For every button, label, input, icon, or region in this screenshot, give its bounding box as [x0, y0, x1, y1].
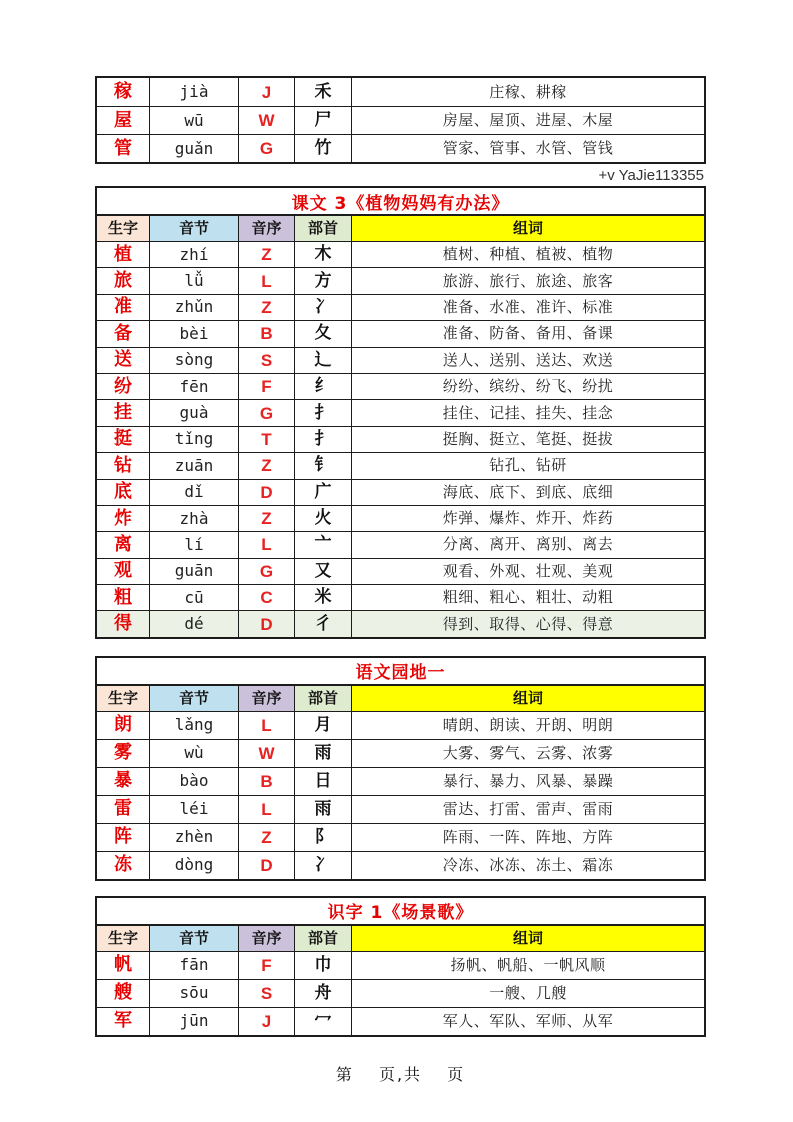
vocab-table-yuwenyuandi1 — [95, 656, 706, 881]
words-cell: 冷冻、冰冻、冻土、霜冻 — [351, 852, 704, 879]
words-cell: 挂住、记挂、挂失、挂念 — [351, 400, 704, 425]
radical-cell: 扌 — [294, 427, 351, 452]
radical-cell: 方 — [294, 268, 351, 293]
words-cell: 扬帆、帆船、一帆风顺 — [351, 952, 704, 979]
words-cell: 准备、水准、准许、标准 — [351, 295, 704, 320]
table-title: 语文园地一 — [355, 663, 446, 684]
radical-cell: 尸 — [294, 107, 351, 134]
words-cell: 粗细、粗心、粗壮、动粗 — [351, 585, 704, 610]
words-cell: 海底、底下、到底、底细 — [351, 480, 704, 505]
table-row — [97, 1007, 704, 1035]
words-cell: 旅游、旅行、旅途、旅客 — [351, 268, 704, 293]
table-row — [97, 134, 704, 162]
table-row — [97, 767, 704, 795]
column-header-character: 生字 — [97, 216, 149, 241]
radical-cell: 月 — [294, 712, 351, 739]
character-cell: 炸 — [114, 507, 132, 529]
syllable-cell: jūn — [149, 1008, 238, 1035]
syllable-cell: guà — [149, 400, 238, 425]
character-cell: 植 — [114, 243, 132, 265]
syllable-cell: jià — [149, 78, 238, 106]
column-header-radical: 部首 — [294, 686, 351, 711]
syllable-cell: sōu — [149, 980, 238, 1007]
character-cell: 朗 — [114, 714, 132, 736]
words-cell: 军人、军队、军师、从军 — [351, 1008, 704, 1035]
syllable-cell: cū — [149, 585, 238, 610]
table-row — [97, 241, 704, 267]
table-row — [97, 452, 704, 478]
words-cell: 雷达、打雷、雷声、雷雨 — [351, 796, 704, 823]
column-header-initial: 音序 — [238, 216, 294, 241]
character-cell: 观 — [114, 560, 132, 582]
table-row — [97, 399, 704, 425]
initial-cell: Z — [238, 453, 294, 478]
syllable-cell: bào — [149, 768, 238, 795]
words-cell: 植树、种植、植被、植物 — [351, 242, 704, 267]
syllable-cell: lǚ — [149, 268, 238, 293]
words-cell: 分离、离开、离别、离去 — [351, 532, 704, 557]
character-cell: 送 — [114, 349, 132, 371]
column-header-syllable: 音节 — [149, 686, 238, 711]
vocab-table-continued — [95, 76, 706, 164]
initial-cell: W — [238, 107, 294, 134]
table-row — [97, 558, 704, 584]
syllable-cell: sòng — [149, 348, 238, 373]
initial-cell: G — [238, 400, 294, 425]
syllable-cell: zhèn — [149, 824, 238, 851]
initial-cell: C — [238, 585, 294, 610]
table-row — [97, 711, 704, 739]
radical-cell: 钅 — [294, 453, 351, 478]
table-row — [97, 267, 704, 293]
syllable-cell: guān — [149, 559, 238, 584]
words-cell: 得到、取得、心得、得意 — [351, 611, 704, 636]
syllable-cell: lí — [149, 532, 238, 557]
character-cell: 稼 — [114, 81, 132, 102]
character-cell: 阵 — [114, 826, 132, 848]
column-header-row — [97, 684, 704, 711]
column-header-words: 组词 — [351, 926, 704, 951]
syllable-cell: fān — [149, 952, 238, 979]
radical-cell: 木 — [294, 242, 351, 267]
words-cell: 一艘、几艘 — [351, 980, 704, 1007]
initial-cell: B — [238, 321, 294, 346]
character-cell: 钻 — [114, 454, 132, 476]
initial-cell: T — [238, 427, 294, 452]
watermark-text: +v YaJie113355 — [598, 167, 704, 184]
words-cell: 观看、外观、壮观、美观 — [351, 559, 704, 584]
column-header-radical: 部首 — [294, 926, 351, 951]
table-row — [97, 979, 704, 1007]
character-cell: 管 — [114, 137, 132, 159]
table-row — [97, 106, 704, 134]
table-row — [97, 823, 704, 851]
radical-cell: 广 — [294, 480, 351, 505]
words-cell: 送人、送别、送达、欢送 — [351, 348, 704, 373]
character-cell: 艘 — [114, 982, 132, 1004]
column-header-radical: 部首 — [294, 216, 351, 241]
character-cell: 备 — [114, 322, 132, 344]
radical-cell: 日 — [294, 768, 351, 795]
words-cell: 庄稼、耕稼 — [351, 78, 704, 106]
vocab-table-lesson3 — [95, 186, 706, 639]
initial-cell: L — [238, 268, 294, 293]
initial-cell: J — [238, 78, 294, 106]
character-cell: 准 — [114, 296, 132, 318]
table-row — [97, 320, 704, 346]
words-cell: 阵雨、一阵、阵地、方阵 — [351, 824, 704, 851]
initial-cell: Z — [238, 242, 294, 267]
character-cell: 雷 — [114, 798, 132, 820]
syllable-cell: bèi — [149, 321, 238, 346]
table-row — [97, 347, 704, 373]
syllable-cell: wù — [149, 740, 238, 767]
radical-cell: 竹 — [294, 135, 351, 162]
character-cell: 旅 — [114, 270, 132, 292]
words-cell: 挺胸、挺立、笔挺、挺拔 — [351, 427, 704, 452]
initial-cell: J — [238, 1008, 294, 1035]
table-title: 识字 1《场景歌》 — [327, 903, 474, 924]
syllable-cell: wū — [149, 107, 238, 134]
radical-cell: 彳 — [294, 611, 351, 636]
initial-cell: G — [238, 135, 294, 162]
initial-cell: S — [238, 980, 294, 1007]
initial-cell: B — [238, 768, 294, 795]
table-row — [97, 531, 704, 557]
character-cell: 挂 — [114, 402, 132, 424]
character-cell: 纷 — [114, 375, 132, 397]
radical-cell: 亠 — [294, 532, 351, 557]
column-header-row — [97, 924, 704, 951]
character-cell: 离 — [114, 533, 132, 555]
initial-cell: L — [238, 712, 294, 739]
syllable-cell: dǐ — [149, 480, 238, 505]
table-row — [97, 78, 704, 106]
initial-cell: Z — [238, 824, 294, 851]
words-cell: 房屋、屋顶、进屋、木屋 — [351, 107, 704, 134]
character-cell: 挺 — [114, 428, 132, 450]
column-header-initial: 音序 — [238, 686, 294, 711]
initial-cell: Z — [238, 506, 294, 531]
radical-cell: 辶 — [294, 348, 351, 373]
initial-cell: Z — [238, 295, 294, 320]
radical-cell: 禾 — [294, 78, 351, 106]
character-cell: 粗 — [114, 586, 132, 608]
radical-cell: 火 — [294, 506, 351, 531]
words-cell: 暴行、暴力、风暴、暴躁 — [351, 768, 704, 795]
syllable-cell: tǐng — [149, 427, 238, 452]
column-header-syllable: 音节 — [149, 926, 238, 951]
radical-cell: 雨 — [294, 740, 351, 767]
syllable-cell: dòng — [149, 852, 238, 879]
radical-cell: 夂 — [294, 321, 351, 346]
character-cell: 冻 — [114, 854, 132, 876]
table-row — [97, 795, 704, 823]
words-cell: 管家、管事、水管、管钱 — [351, 135, 704, 162]
words-cell: 大雾、雾气、云雾、浓雾 — [351, 740, 704, 767]
initial-cell: L — [238, 532, 294, 557]
words-cell: 钻孔、钻研 — [351, 453, 704, 478]
radical-cell: 舟 — [294, 980, 351, 1007]
initial-cell: D — [238, 852, 294, 879]
column-header-character: 生字 — [97, 926, 149, 951]
column-header-initial: 音序 — [238, 926, 294, 951]
words-cell: 准备、防备、备用、备课 — [351, 321, 704, 346]
character-cell: 军 — [114, 1010, 132, 1032]
initial-cell: F — [238, 952, 294, 979]
table-row — [97, 505, 704, 531]
character-cell: 帆 — [114, 954, 132, 976]
character-cell: 屋 — [114, 109, 132, 131]
words-cell: 炸弹、爆炸、炸开、炸药 — [351, 506, 704, 531]
table-row — [97, 294, 704, 320]
radical-cell: 纟 — [294, 374, 351, 399]
radical-cell: 扌 — [294, 400, 351, 425]
column-header-words: 组词 — [351, 686, 704, 711]
character-cell: 雾 — [114, 742, 132, 764]
syllable-cell: dé — [149, 611, 238, 636]
syllable-cell: léi — [149, 796, 238, 823]
table-row — [97, 479, 704, 505]
radical-cell: 巾 — [294, 952, 351, 979]
words-cell: 纷纷、缤纷、纷飞、纷扰 — [351, 374, 704, 399]
initial-cell: G — [238, 559, 294, 584]
table-row — [97, 951, 704, 979]
column-header-syllable: 音节 — [149, 216, 238, 241]
radical-cell: 冫 — [294, 295, 351, 320]
initial-cell: W — [238, 740, 294, 767]
radical-cell: 冖 — [294, 1008, 351, 1035]
syllable-cell: guǎn — [149, 135, 238, 162]
syllable-cell: zhà — [149, 506, 238, 531]
character-cell: 得 — [114, 613, 132, 635]
table-row — [97, 373, 704, 399]
syllable-cell: zuān — [149, 453, 238, 478]
radical-cell: 又 — [294, 559, 351, 584]
radical-cell: 阝 — [294, 824, 351, 851]
initial-cell: D — [238, 480, 294, 505]
column-header-row — [97, 214, 704, 241]
initial-cell: D — [238, 611, 294, 636]
initial-cell: F — [238, 374, 294, 399]
table-row — [97, 851, 704, 879]
character-cell: 底 — [114, 481, 132, 503]
table-row — [97, 426, 704, 452]
syllable-cell: fēn — [149, 374, 238, 399]
table-title: 课文 3《植物妈妈有办法》 — [291, 193, 510, 214]
initial-cell: S — [238, 348, 294, 373]
radical-cell: 雨 — [294, 796, 351, 823]
radical-cell: 米 — [294, 585, 351, 610]
syllable-cell: zhǔn — [149, 295, 238, 320]
table-row — [97, 584, 704, 610]
syllable-cell: zhí — [149, 242, 238, 267]
column-header-character: 生字 — [97, 686, 149, 711]
column-header-words: 组词 — [351, 216, 704, 241]
radical-cell: 冫 — [294, 852, 351, 879]
vocab-table-shizi1 — [95, 896, 706, 1037]
page-footer: 第 页,共 页 — [335, 1065, 466, 1084]
words-cell: 晴朗、朗读、开朗、明朗 — [351, 712, 704, 739]
character-cell: 暴 — [114, 770, 132, 792]
worksheet-page — [95, 0, 706, 1037]
table-row — [97, 739, 704, 767]
table-row — [97, 610, 704, 636]
initial-cell: L — [238, 796, 294, 823]
syllable-cell: lǎng — [149, 712, 238, 739]
